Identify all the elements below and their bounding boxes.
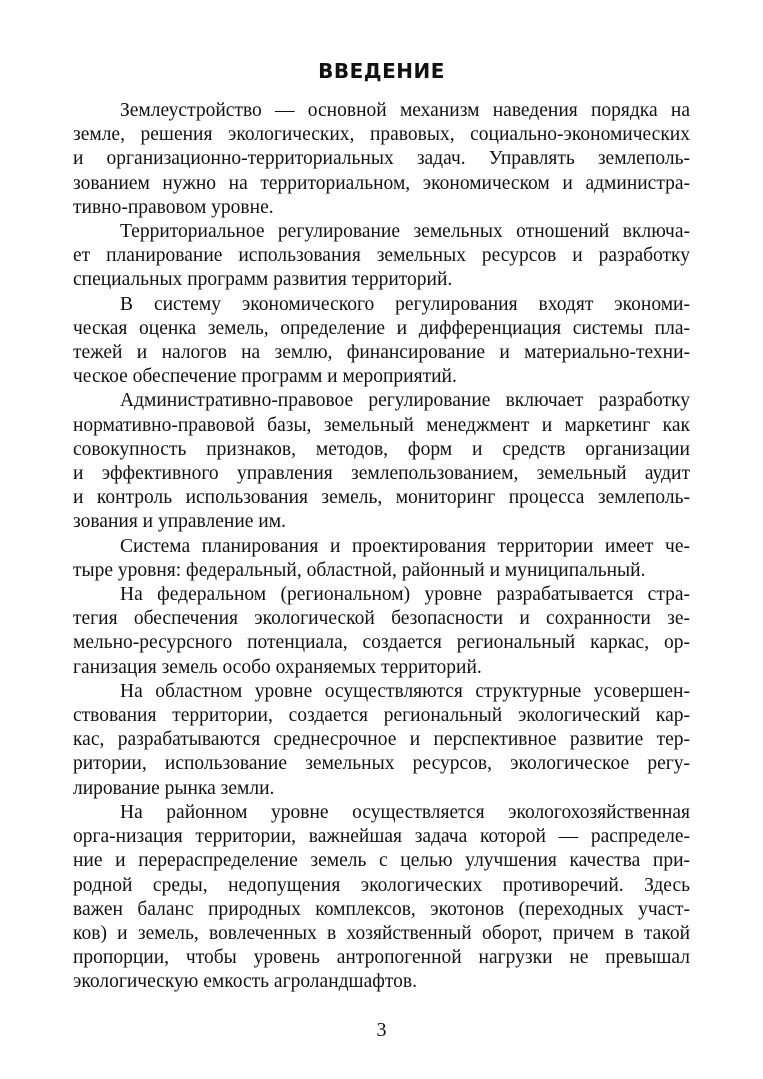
text-line: тивно-правовом уровне. xyxy=(73,196,274,218)
text-line: Землеустройство — основной механизм наведения порядка на xyxy=(120,100,690,121)
text-line: ет планирование использования земельных ресурсов и разработку xyxy=(73,245,690,267)
text-line: совокупность признаков, методов, форм и средств организации xyxy=(73,438,690,460)
body-text xyxy=(73,99,690,995)
text-line: родной среды, недопущения экологических противоречий. Здесь xyxy=(73,874,690,896)
text-line: пропорции, чтобы уровень антропогенной нагрузки не превышал xyxy=(73,947,690,969)
page-number: 3 xyxy=(376,1019,387,1041)
text-line: экологическую емкость агроландшафтов. xyxy=(73,971,417,993)
text-line: На районном уровне осуществляется экологохозяйственная xyxy=(120,801,690,823)
paragraph xyxy=(73,389,690,534)
text-line: орга-низация территории, важнейшая задача которой — распределе- xyxy=(73,826,690,848)
text-line: На федеральном (региональном) уровне разрабатывается стра- xyxy=(120,584,690,606)
text-line: зования и управление им. xyxy=(73,511,286,533)
text-line: и эффективного управления землепользованием, земельный аудит xyxy=(73,463,690,485)
text-line: и организационно-территориальных задач. Управлять землеполь- xyxy=(73,148,690,170)
text-line: На областном уровне осуществляются структурные усовершен- xyxy=(120,680,690,702)
text-line: тыре уровня: федеральный, областной, районный и муниципальный. xyxy=(73,559,646,581)
text-line: Административно-правовое регулирование включает разработку xyxy=(120,390,690,412)
text-line: ческое обеспечение программ и мероприятий. xyxy=(73,366,457,388)
text-line: тежей и налогов на землю, финансирование и материально-техни- xyxy=(73,342,690,364)
text-line: важен баланс природных комплексов, экотонов (переходных участ- xyxy=(73,898,690,920)
text-line: кас, разрабатываются среднесрочное и перспективное развитие тер- xyxy=(73,729,690,751)
paragraph xyxy=(73,99,690,220)
text-line: лирование рынка земли. xyxy=(73,777,275,799)
text-line: ствования территории, создается региональный экологический кар- xyxy=(73,705,690,727)
text-line: мельно-ресурсного потенциала, создается региональный каркас, ор- xyxy=(73,632,690,654)
paragraph xyxy=(73,535,690,583)
paragraph xyxy=(73,680,690,801)
paragraph xyxy=(73,220,690,293)
text-line: земле, решения экологических, правовых, социально-экономических xyxy=(73,124,690,146)
text-line: нормативно-правовой базы, земельный менеджмент и маркетинг как xyxy=(73,414,690,436)
text-line: ков) и земель, вовлеченных в хозяйственный оборот, причем в такой xyxy=(73,922,690,944)
text-line: Территориальное регулирование земельных отношений включа- xyxy=(120,221,690,243)
text-line: ритории, использование земельных ресурсов, экологическое регу- xyxy=(73,753,690,775)
text-line: В систему экономического регулирования входят экономи- xyxy=(120,293,690,315)
text-line: ганизация земель особо охраняемых территорий. xyxy=(73,656,482,678)
paragraph xyxy=(73,583,690,680)
text-line: Система планирования и проектирования территории имеет че- xyxy=(120,535,690,557)
text-line: ческая оценка земель, определение и дифференциация системы пла- xyxy=(73,317,690,339)
paragraph xyxy=(73,293,690,390)
page-title: ВВЕДЕНИЕ xyxy=(318,59,445,83)
text-line: специальных программ развития территорий. xyxy=(73,269,453,291)
text-line: ние и перераспределение земель с целью улучшения качества при- xyxy=(73,850,690,872)
text-line: зованием нужно на территориальном, экономическом и администра- xyxy=(73,172,690,194)
text-line: и контроль использования земель, мониторинг процесса землеполь- xyxy=(73,487,690,509)
paragraph xyxy=(73,801,690,995)
text-line: тегия обеспечения экологической безопасности и сохранности зе- xyxy=(73,608,690,630)
